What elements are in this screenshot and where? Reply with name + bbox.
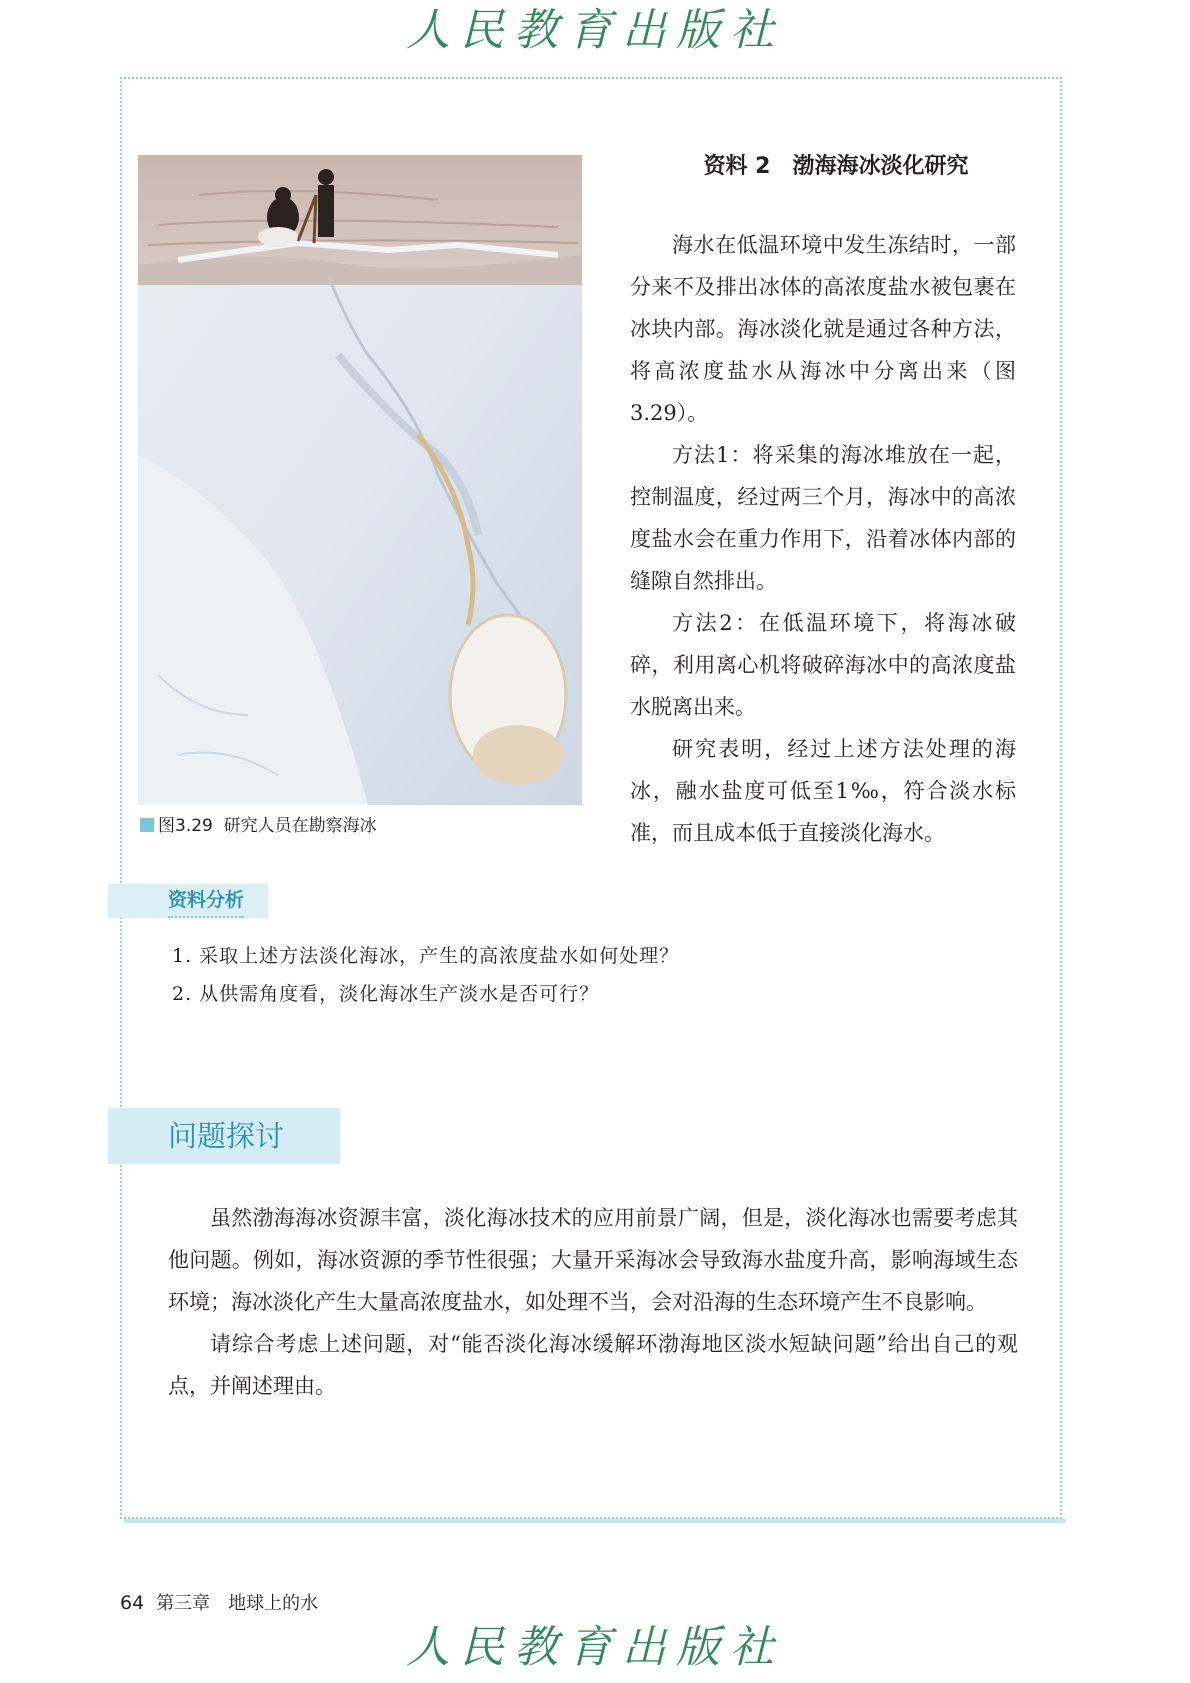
sea-ice-illustration bbox=[138, 155, 582, 805]
figure-caption bbox=[140, 814, 377, 838]
discussion-body bbox=[168, 1197, 1018, 1407]
discussion-paragraph: 虽然渤海海冰资源丰富，淡化海冰技术的应用前景广阔，但是，淡化海冰也需要考虑其他问题。例如，海冰资源的季节性很强；大量开采海冰会导致海水盐度升高，影响海域生态环境；海冰淡化产生大量高浓度盐水，如处理不当，会对沿海的生态环境产生不良影响。 bbox=[168, 1206, 1018, 1314]
question-item: 1. 采取上述方法淡化海冰，产生的高浓度盐水如何处理？ bbox=[172, 945, 680, 967]
analysis-heading: 资料分析 bbox=[168, 886, 244, 918]
caption-number: 图3.29 bbox=[158, 816, 213, 836]
reference-paragraph: 研究表明，经过上述方法处理的海冰，融水盐度可低至1‰，符合淡水标准，而且成本低于直接淡化海水。 bbox=[630, 737, 1016, 845]
reference-paragraph: 海水在低温环境中发生冻结时，一部分来不及排出冰体的高浓度盐水被包裹在冰块内部。海冰淡化就是通过各种方法，将高浓度盐水从海冰中分离出来（图3.29）。 bbox=[630, 233, 1016, 425]
publisher-logo-bottom: 人民教育出版社 bbox=[406, 1622, 784, 1673]
question-item: 2. 从供需角度看，淡化海冰生产淡水是否可行？ bbox=[172, 983, 600, 1005]
discussion-paragraph: 请综合考虑上述问题，对“能否淡化海冰缓解环渤海地区淡水短缺问题”给出自己的观点，并阐述理由。 bbox=[168, 1332, 1018, 1398]
reference-paragraph: 方法2：在低温环境下，将海冰破碎，利用离心机将破碎海冰中的高浓度盐水脱离出来。 bbox=[630, 611, 1016, 719]
caption-marker bbox=[140, 818, 154, 832]
sea-ice-photo bbox=[138, 155, 582, 805]
page-footer bbox=[120, 1590, 318, 1617]
chapter-title: 第三章 地球上的水 bbox=[156, 1593, 319, 1614]
analysis-questions bbox=[172, 937, 1012, 1013]
discussion-heading: 问题探讨 bbox=[168, 1119, 285, 1153]
frame-shadow bbox=[124, 1519, 1066, 1523]
page-number: 64 bbox=[120, 1592, 145, 1614]
publisher-logo-top: 人民教育出版社 bbox=[406, 5, 784, 56]
reference-body bbox=[630, 224, 1016, 854]
reference-title: 资料 2 渤海海冰淡化研究 bbox=[703, 154, 969, 179]
reference-paragraph: 方法1：将采集的海冰堆放在一起，控制温度，经过两三个月，海冰中的高浓度盐水会在重力作用下，沿着冰体内部的缝隙自然排出。 bbox=[630, 443, 1016, 593]
caption-text: 研究人员在勘察海冰 bbox=[223, 816, 377, 836]
